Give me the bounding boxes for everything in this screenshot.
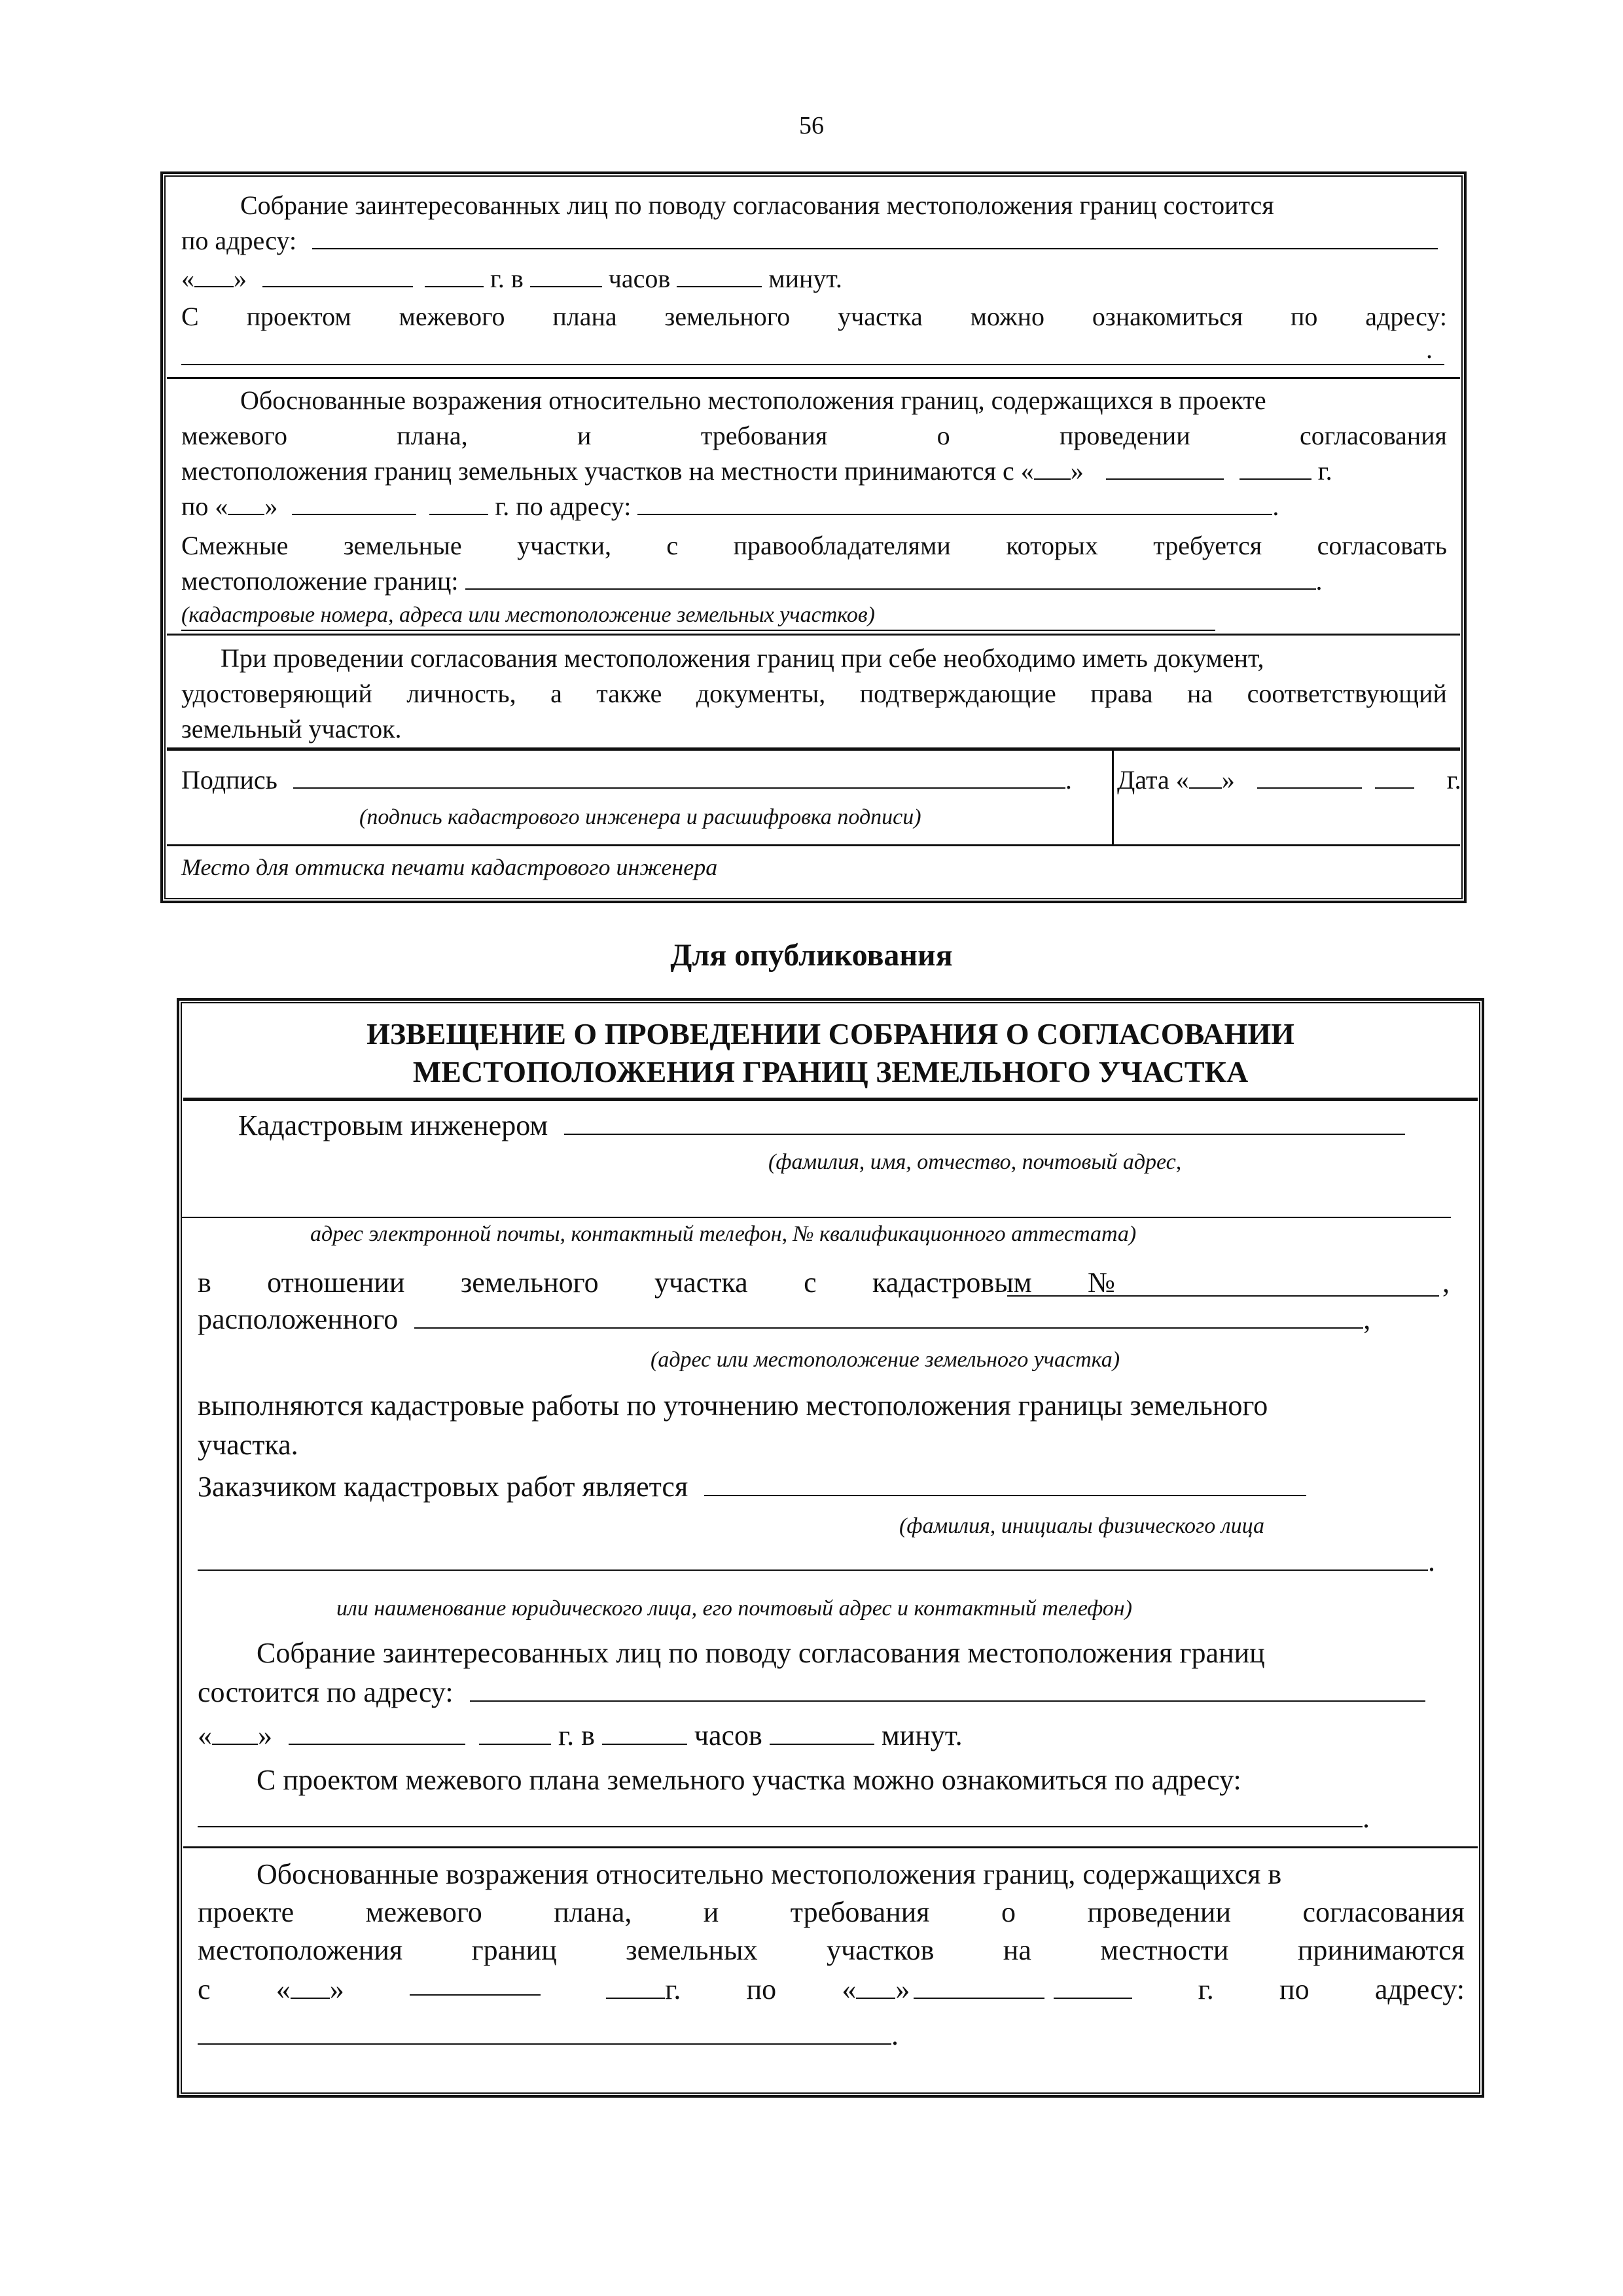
word: кадастровым <box>872 1266 1032 1299</box>
word: земельные <box>343 531 462 560</box>
objections-to-month[interactable] <box>914 1973 1044 1999</box>
word: а <box>550 679 562 708</box>
divider <box>183 1846 1478 1848</box>
word: согласовать <box>1317 531 1447 560</box>
meeting-month-field[interactable] <box>289 1719 465 1745</box>
date-label: Дата « <box>1117 765 1189 795</box>
word: о <box>936 421 950 450</box>
word: проведении <box>1087 1896 1232 1928</box>
notice-title-line2: МЕСТОПОЛОЖЕНИЯ ГРАНИЦ ЗЕМЕЛЬНОГО УЧАСТКА <box>412 1055 1249 1088</box>
hours-label: часов <box>608 264 671 293</box>
word: земельного <box>460 1266 599 1299</box>
objections-from-month[interactable] <box>1106 454 1224 480</box>
objections-to-month[interactable] <box>292 489 416 515</box>
meeting-address-label: по адресу: <box>181 226 297 255</box>
engineer-label: Кадастровым инженером <box>238 1109 548 1141</box>
minutes-label: минут. <box>881 1719 963 1751</box>
comma: , <box>1363 1303 1371 1335</box>
sign-month-field[interactable] <box>1257 762 1362 789</box>
word: соответствующий <box>1247 679 1447 708</box>
word: в <box>198 1266 211 1299</box>
word: документы, <box>696 679 826 708</box>
project-address-row <box>198 1798 1465 1839</box>
stamp-place-label: Место для оттиска печати кадастрового инженера <box>181 854 718 880</box>
publication-notice-box <box>177 998 1484 2098</box>
word: проведении <box>1060 421 1190 450</box>
word: и <box>703 1896 719 1928</box>
word: согласования <box>1300 421 1447 450</box>
objections-to-year[interactable] <box>429 489 488 515</box>
customer-note-1: (фамилия, инициалы физического лица <box>899 1514 1264 1538</box>
customer-label: Заказчиком кадастровых работ является <box>198 1471 688 1503</box>
engineer-note-2: адрес электронной почты, контактный телефон, № квалификационного аттестата) <box>310 1222 1137 1246</box>
date-open-quote: « <box>198 1719 212 1751</box>
engineer-note-1: (фамилия, имя, отчество, почтовый адрес, <box>768 1150 1182 1174</box>
sign-day-field[interactable] <box>1189 762 1222 789</box>
word: местности <box>1100 1934 1229 1966</box>
adjacent-parcels-line2 <box>181 563 1447 600</box>
objections-from-year[interactable] <box>606 1973 665 1999</box>
dot: . <box>1315 566 1323 596</box>
word: С <box>181 302 199 331</box>
word: № <box>1088 1266 1115 1299</box>
close-quote: » <box>264 492 278 521</box>
word: с <box>666 531 679 560</box>
objections-address-label: г. по адресу: <box>495 492 632 521</box>
close-quote: » <box>329 1973 344 2005</box>
word: согласования <box>1302 1896 1465 1928</box>
objections-line1: Обоснованные возражения относительно местоположения границ, содержащихся в проекте <box>240 386 1266 415</box>
date-close-quote: » <box>234 264 247 293</box>
comma: , <box>1442 1266 1450 1299</box>
word: проекте <box>198 1896 294 1928</box>
documents-line3: земельный участок. <box>181 714 402 744</box>
objections-address-field[interactable] <box>198 2018 891 2045</box>
word: подтверждающие <box>859 679 1056 708</box>
signature-field[interactable] <box>293 762 1065 789</box>
word: требования <box>790 1896 930 1928</box>
meeting-hours-field[interactable] <box>602 1719 687 1745</box>
close-quote: » <box>895 1973 910 2005</box>
objections-line4 <box>198 1969 1465 2010</box>
meeting-address-field[interactable] <box>470 1676 1425 1702</box>
project-address-field[interactable] <box>198 1801 1363 1827</box>
objections-line3 <box>181 453 1447 490</box>
word: границ <box>471 1934 557 1966</box>
word: правообладателями <box>733 531 951 560</box>
close-quote: » <box>1070 456 1084 486</box>
open-quote: « <box>842 1973 857 2005</box>
notice-form-box <box>160 171 1467 903</box>
word: земельного <box>664 302 791 331</box>
year-at-label: г. в <box>490 264 524 293</box>
year-label: г. <box>1317 456 1332 486</box>
objections-from-month[interactable] <box>410 1969 541 1996</box>
word: земельных <box>626 1934 758 1966</box>
meeting-intro-text: Собрание заинтересованных лиц по поводу согласования местоположения границ состоится <box>240 190 1274 220</box>
divider <box>167 377 1460 379</box>
objections-from-year[interactable] <box>1240 454 1311 480</box>
word: Смежные <box>181 531 289 560</box>
meeting-address-label: состоится по адресу: <box>198 1676 454 1708</box>
title-divider <box>183 1098 1478 1101</box>
dot: . <box>891 2019 899 2051</box>
word: можно <box>970 302 1045 331</box>
word: участка <box>838 302 923 331</box>
word: участки, <box>517 531 612 560</box>
word: межевого <box>399 302 505 331</box>
word: плана, <box>554 1896 632 1928</box>
meeting-date-row <box>198 1715 1465 1756</box>
word: с <box>804 1266 817 1299</box>
address-label: адресу: <box>1374 1973 1465 2005</box>
adjacent-parcels-field[interactable] <box>465 564 1316 590</box>
cadastral-number-field[interactable] <box>1007 1295 1439 1297</box>
divider <box>167 747 1460 751</box>
customer-row <box>198 1467 1465 1507</box>
works-text: выполняются кадастровые работы по уточнению местоположения границы земельного <box>198 1390 1268 1422</box>
engineer-field[interactable] <box>564 1109 1405 1135</box>
word: на <box>1186 679 1213 708</box>
word: участка <box>654 1266 748 1299</box>
word: требуется <box>1153 531 1262 560</box>
meeting-day-field[interactable] <box>194 261 234 287</box>
dot: . <box>1065 765 1072 795</box>
open-quote: « <box>276 1973 291 2005</box>
word: проектом <box>246 302 351 331</box>
word: плана <box>552 302 617 331</box>
word: также <box>596 679 662 708</box>
objections-from-day[interactable] <box>1034 454 1071 480</box>
page-number: 56 <box>799 112 824 139</box>
dot: . <box>1363 1802 1370 1834</box>
objections-line4 <box>181 488 1447 525</box>
word: плана, <box>397 421 468 450</box>
meeting-minutes-field[interactable] <box>677 261 762 287</box>
customer-row-2 <box>198 1541 1465 1582</box>
meeting-address-row <box>181 223 1447 259</box>
word: местоположения <box>198 1934 403 1966</box>
objections-line2 <box>181 418 1447 454</box>
word: требования <box>700 421 828 450</box>
meeting-year-field[interactable] <box>425 261 484 287</box>
objections-line2 <box>198 1892 1465 1933</box>
objections-to-day[interactable] <box>228 489 264 515</box>
objections-from-label: местоположения границ земельных участков на местности принимаются с « <box>181 456 1034 486</box>
sign-year-field[interactable] <box>1375 762 1414 789</box>
word: участков <box>827 1934 935 1966</box>
dot: . <box>1272 492 1279 521</box>
date-close-quote: » <box>258 1719 272 1751</box>
meeting-year-field[interactable] <box>479 1719 551 1745</box>
objections-address-row <box>198 2015 1465 2056</box>
word: о <box>1001 1896 1016 1928</box>
signature-note: (подпись кадастрового инженера и расшифровка подписи) <box>359 805 921 829</box>
adjacent-parcels-line1 <box>181 528 1447 564</box>
adjacent-parcels-note: (кадастровые номера, адреса или местоположение земельных участков) <box>181 603 875 627</box>
works-line1 <box>198 1386 1465 1426</box>
located-field[interactable] <box>414 1302 1363 1329</box>
works-line2: участка. <box>198 1429 298 1461</box>
word: которых <box>1006 531 1098 560</box>
close-quote: » <box>1221 765 1235 795</box>
hours-label: часов <box>694 1719 762 1751</box>
meeting-line1: Собрание заинтересованных лиц по поводу согласования местоположения границ <box>257 1637 1265 1669</box>
customer-note-2: или наименование юридического лица, его почтовый адрес и контактный телефон) <box>336 1596 1132 1621</box>
located-label: расположенного <box>198 1303 399 1335</box>
year-label: г. <box>665 1973 681 2005</box>
meeting-hours-field[interactable] <box>530 261 602 287</box>
publish-heading: Для опубликования <box>670 938 953 973</box>
date-open-quote: « <box>181 264 194 293</box>
customer-field-2[interactable] <box>198 1545 1428 1571</box>
word: межевого <box>181 421 287 450</box>
signature-row <box>181 762 1072 798</box>
parcel-row <box>198 1263 1115 1303</box>
meeting-date-row <box>181 260 1447 297</box>
word: отношении <box>267 1266 405 1299</box>
meeting-address-field[interactable] <box>312 223 1438 249</box>
objections-to-label: по « <box>181 492 228 521</box>
adjacent-parcels-label: местоположение границ: <box>181 566 459 596</box>
engineer-field-2[interactable] <box>181 1217 1451 1218</box>
notice-title-line1: ИЗВЕЩЕНИЕ О ПРОВЕДЕНИИ СОБРАНИЯ О СОГЛАСОВАНИИ <box>366 1017 1294 1050</box>
year-label: г. <box>1446 765 1461 795</box>
project-review-row <box>181 298 1447 335</box>
customer-field[interactable] <box>704 1470 1306 1496</box>
objections-line3 <box>198 1930 1465 1971</box>
year-at-label: г. в <box>558 1719 595 1751</box>
objections-from-day[interactable] <box>291 1973 330 1999</box>
by-label: по <box>1279 1973 1310 2005</box>
word: удостоверяющий <box>181 679 372 708</box>
documents-line2 <box>181 675 1447 712</box>
meeting-day-field[interactable] <box>212 1719 258 1745</box>
objections-to-year[interactable] <box>1054 1973 1132 1999</box>
from-label: с <box>198 1973 211 2005</box>
date-row <box>1117 762 1461 798</box>
project-review-line: С проектом межевого плана земельного участка можно ознакомиться по адресу: <box>257 1764 1241 1796</box>
word: личность, <box>406 679 516 708</box>
located-row <box>198 1299 1465 1340</box>
divider <box>167 844 1460 846</box>
minutes-label: минут. <box>768 264 842 293</box>
word: принимаются <box>1297 1934 1465 1966</box>
objections-to-day[interactable] <box>856 1973 895 1999</box>
meeting-minutes-field[interactable] <box>770 1719 874 1745</box>
dot: . <box>1428 1545 1435 1577</box>
signature-label: Подпись <box>181 765 277 795</box>
note-underline <box>181 630 1215 631</box>
project-address-field[interactable] <box>181 364 1444 365</box>
engineer-row <box>238 1105 1465 1146</box>
objections-line1: Обоснованные возражения относительно местоположения границ, содержащихся в <box>257 1858 1282 1890</box>
word: на <box>1003 1934 1031 1966</box>
to-label: по <box>746 1973 777 2005</box>
objections-address-field[interactable] <box>637 489 1272 515</box>
word: права <box>1090 679 1153 708</box>
year-label: г. <box>1198 1973 1214 2005</box>
word: адресу: <box>1365 302 1447 331</box>
signature-date-divider <box>1112 750 1114 844</box>
meeting-address-row <box>198 1672 1465 1713</box>
word: межевого <box>365 1896 482 1928</box>
divider <box>167 634 1460 636</box>
word: и <box>577 421 592 450</box>
word: по <box>1291 302 1318 331</box>
located-note: (адрес или местоположение земельного участка) <box>651 1348 1120 1372</box>
project-dot: . <box>1426 334 1433 364</box>
documents-line1: При проведении согласования местоположения границ при себе необходимо иметь документ, <box>221 643 1264 673</box>
meeting-month-field[interactable] <box>262 261 413 287</box>
word: ознакомиться <box>1092 302 1243 331</box>
